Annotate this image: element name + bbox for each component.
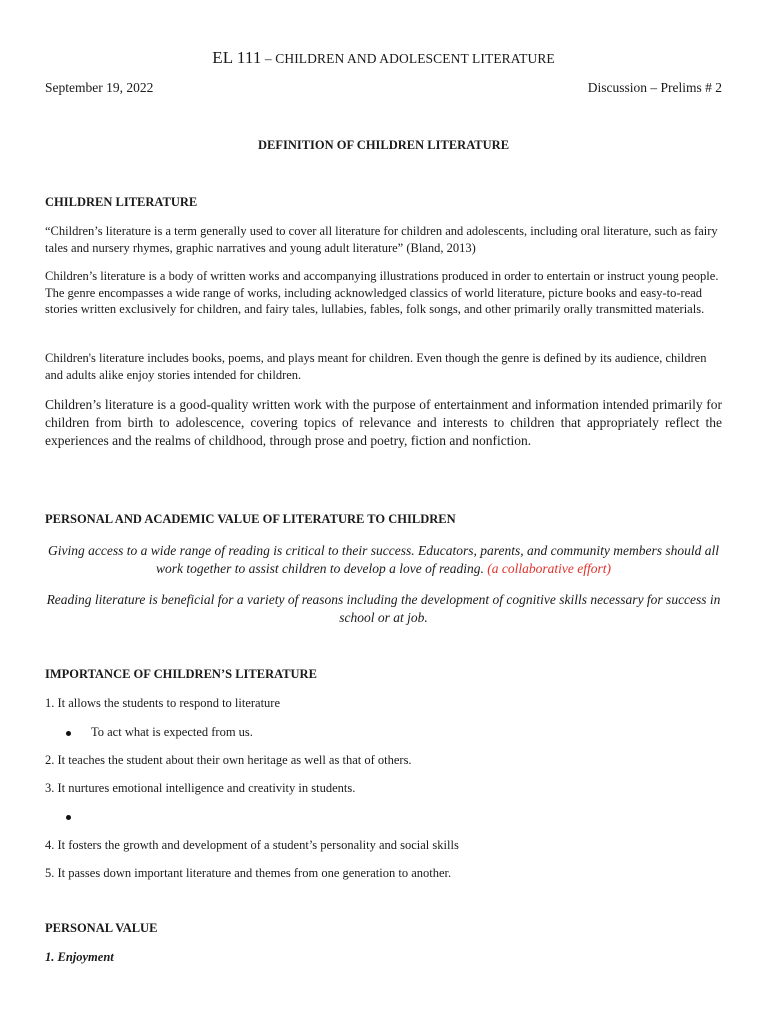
paragraph-body-of-works: Children’s literature is a body of written works and accompanying illustrations produced in order to entertain or instruct young people. The genre encompasses a wide range of works, including acknowledged classics of world literature, picture books and easy-to-read stories written exclusively for children, and fairy tales, lullabies, fables, folk songs, and other primarily orally transmitted materials.: [45, 269, 719, 316]
subheading-enjoyment: 1. Enjoyment: [45, 950, 114, 964]
paragraph-good-quality-work: Children’s literature is a good-quality written work with the purpose of entertainment and information intended primarily for children from birth to adolescence, covering topics of relevance and interests to children that appropriately reflect the experiences and the realms of childhood, through prose and poetry, fiction and nonfiction.: [45, 397, 722, 448]
heading-personal-value: PERSONAL VALUE: [45, 921, 158, 935]
importance-item-4: 4. It fosters the growth and development of a student’s personality and social skills: [45, 838, 459, 852]
importance-bullet-1: [66, 725, 253, 740]
heading-importance: IMPORTANCE OF CHILDREN’S LITERATURE: [45, 667, 317, 681]
bullet-dot: [66, 815, 71, 820]
paragraph-bland-quote: “Children’s literature is a term generally used to cover all literature for children and adolescents, including oral literature, such as fairy tales and nursery rhymes, graphic narratives and young adult literature” (Bland, 2013): [45, 224, 718, 255]
document-page: [45, 0, 722, 1024]
importance-item-1: 1. It allows the students to respond to literature: [45, 696, 281, 710]
heading-children-literature: CHILDREN LITERATURE: [45, 195, 198, 209]
course-title: [45, 48, 722, 68]
importance-bullet-2: [66, 809, 91, 824]
paragraph-books-poems-plays: Children's literature includes books, poems, and plays meant for children. Even though the genre is defined by its audience, children and adults alike enjoy stories intended for children.: [45, 351, 707, 382]
discussion-label: Discussion – Prelims # 2: [587, 80, 722, 95]
heading-personal-academic-value: PERSONAL AND ACADEMIC VALUE OF LITERATURE TO CHILDREN: [45, 512, 456, 526]
quote-access-to-reading: [45, 542, 722, 578]
importance-item-5: 5. It passes down important literature and themes from one generation to another.: [45, 866, 452, 880]
course-code: EL 111: [212, 48, 262, 67]
section-title-definition: DEFINITION OF CHILDREN LITERATURE: [257, 138, 510, 152]
collaborative-effort-note: (a collaborative effort): [487, 561, 611, 576]
importance-item-2: 2. It teaches the student about their own heritage as well as that of others.: [45, 753, 412, 767]
document-date: September 19, 2022: [45, 80, 154, 95]
course-name: – CHILDREN AND ADOLESCENT LITERATURE: [261, 51, 555, 66]
quote-access-text: Giving access to a wide range of reading is critical to their success. Educators, parents, and community members should all work together to assist children to develop a love of reading.: [48, 543, 719, 576]
bullet-text: To act what is expected from us.: [91, 725, 253, 739]
quote-reading-benefits: Reading literature is beneficial for a variety of reasons including the development of cognitive skills necessary for success in school or at job.: [46, 592, 721, 625]
importance-item-3: 3. It nurtures emotional intelligence and creativity in students.: [45, 781, 356, 795]
bullet-dot: [66, 731, 71, 736]
